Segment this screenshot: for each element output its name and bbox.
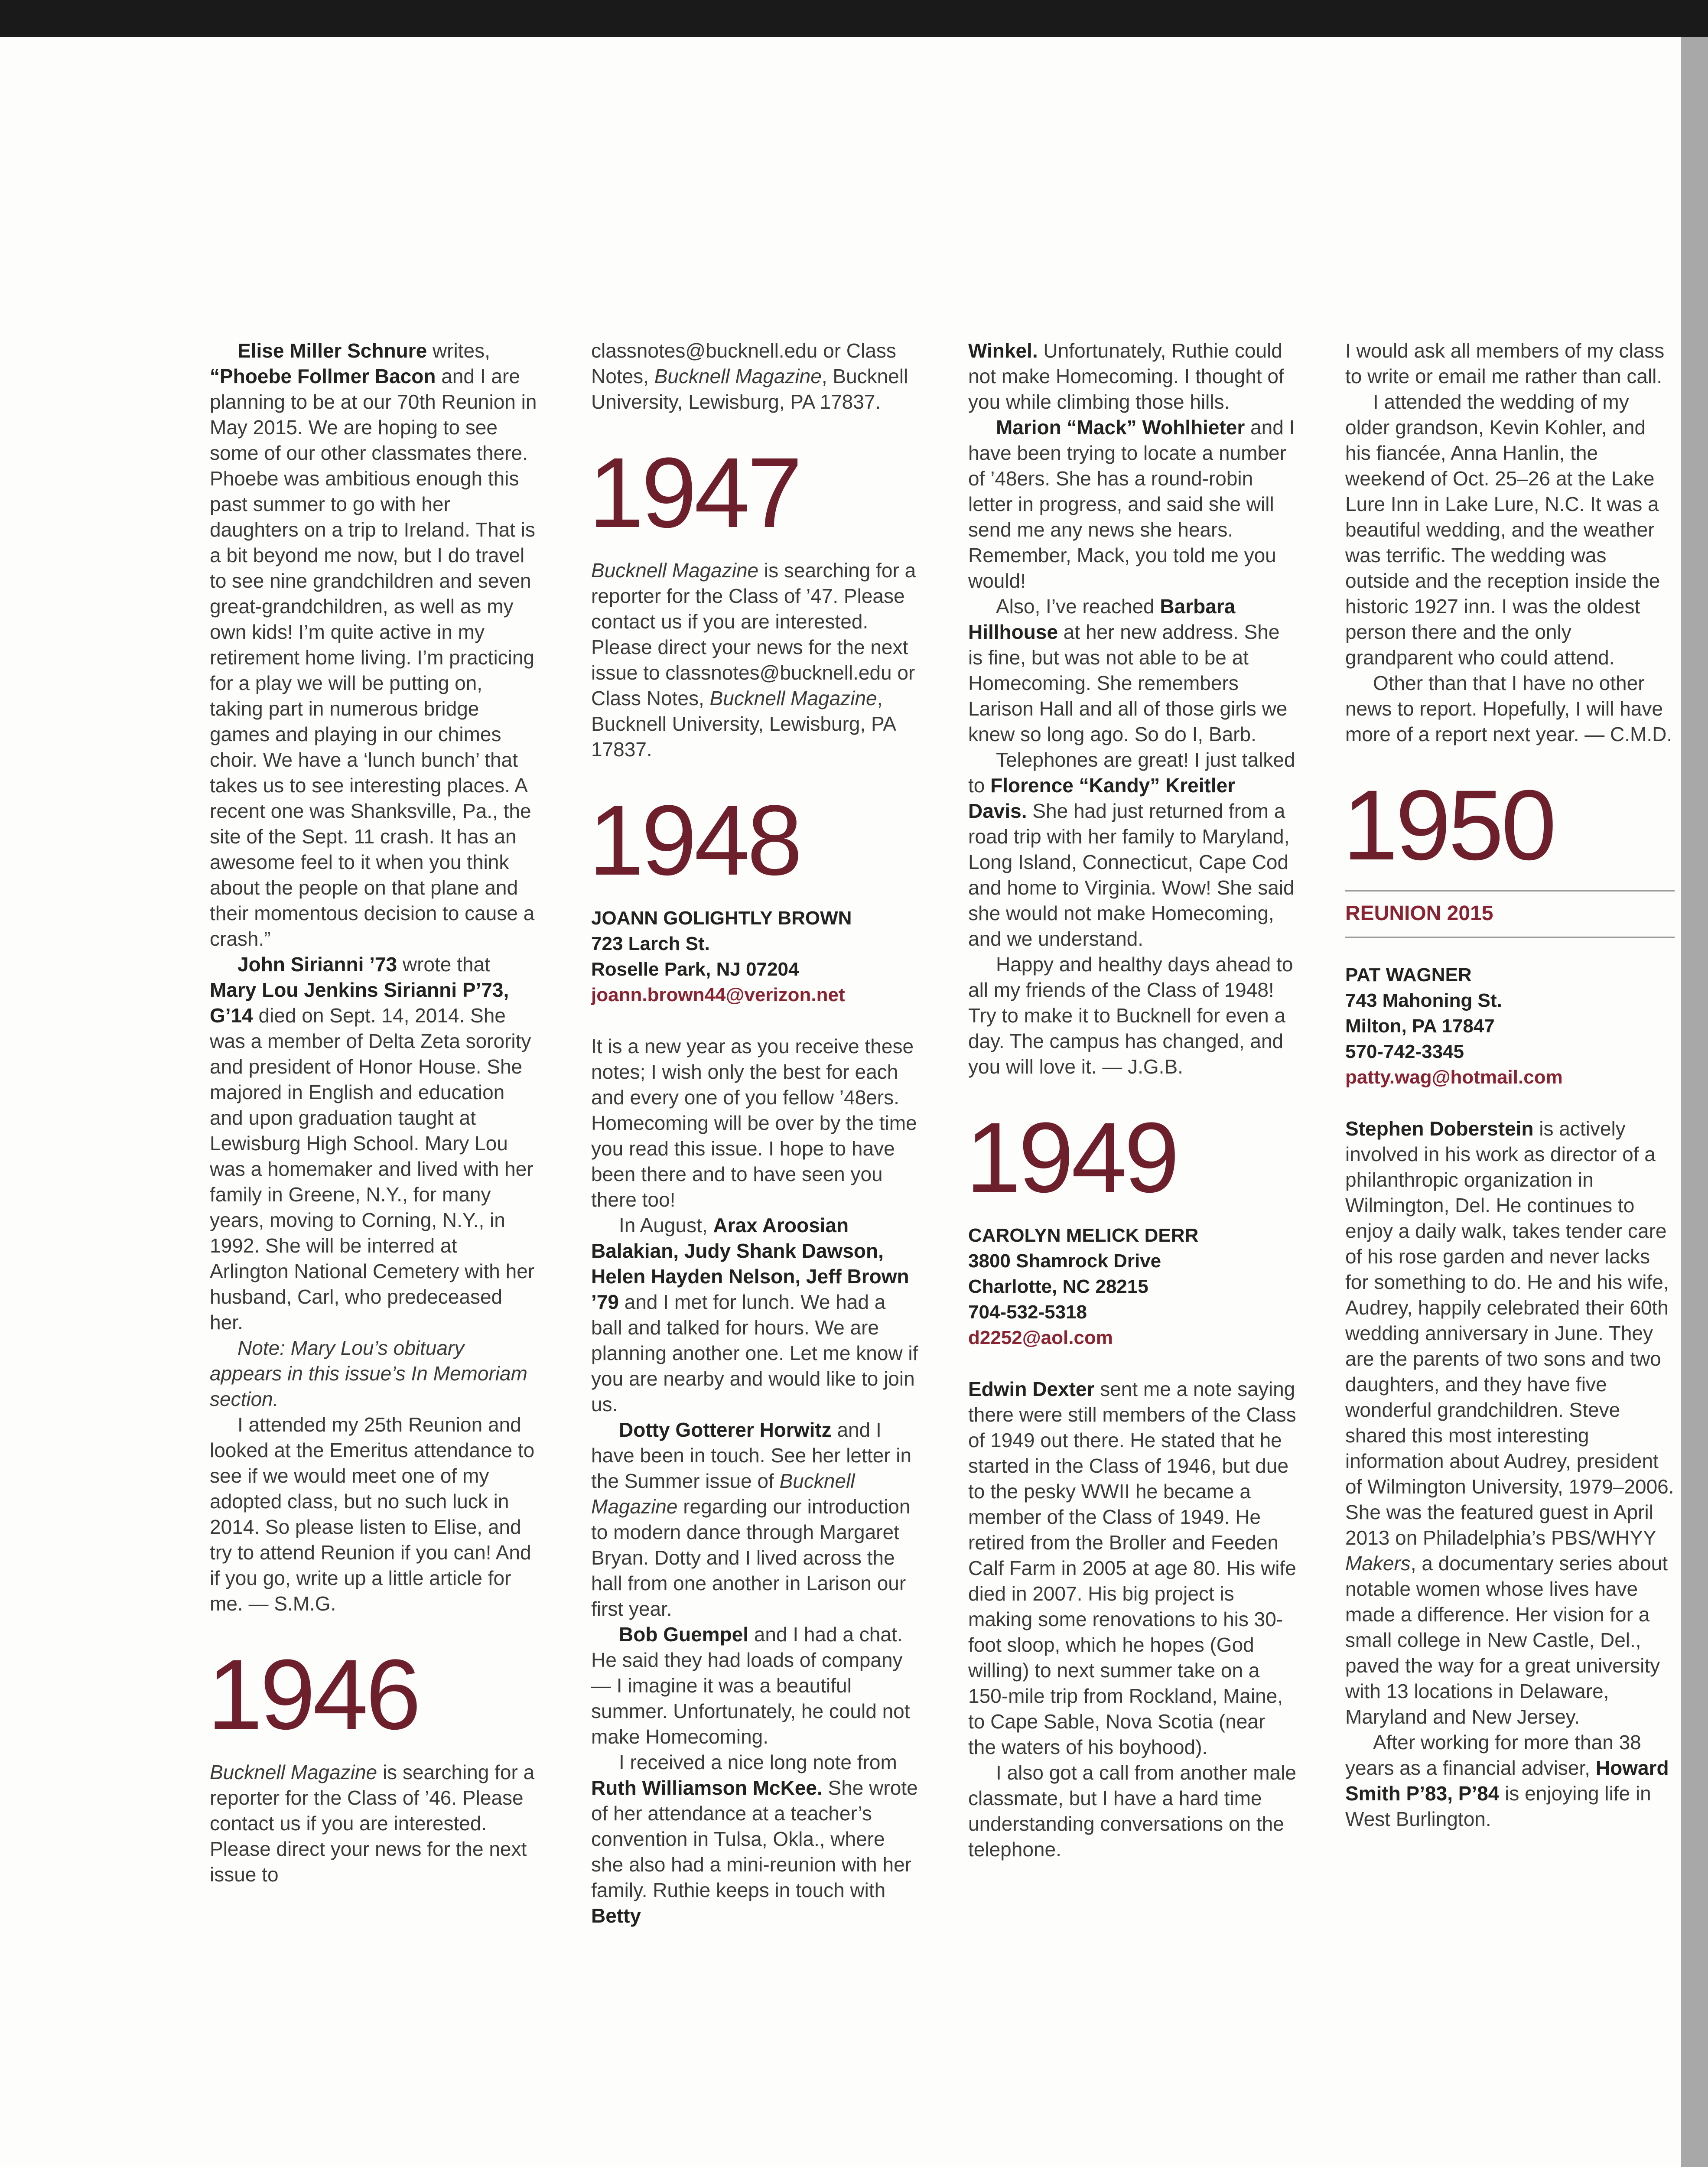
reporter-name: PAT WAGNER — [1345, 964, 1472, 986]
name-phoebe-bacon: “Phoebe Follmer Bacon — [210, 365, 436, 387]
note-smith — [1345, 1730, 1675, 1832]
note-doberstein — [1345, 1116, 1675, 1730]
class-year-heading: 1949 — [966, 1102, 1177, 1213]
name-edwin-dexter: Edwin Dexter — [968, 1378, 1095, 1400]
text: regarding our introduction to modern dance through Margaret Bryan. Dotty and I lived across the hall from one another in Larison our first year. — [591, 1495, 911, 1620]
magazine-title: Bucknell Magazine — [709, 687, 877, 709]
reporter-street: 3800 Shamrock Drive — [968, 1250, 1161, 1272]
column-1 — [207, 338, 539, 1887]
note-reunion: I attended my 25th Reunion and looked at the Emeritus attendance to see if we would meet one of my adopted class, but no such luck in 2014. So please listen to Elise, and try to attend Reunion if you can! And if you go, write up a little article for me. — S.M.G. — [210, 1413, 535, 1615]
class-year-heading: 1948 — [589, 784, 800, 896]
text: is searching for a reporter for the Class of ’46. Please contact us if you are interested. Please direct your news for the next issue to — [210, 1761, 535, 1886]
reunion-banner: REUNION 2015 — [1345, 890, 1675, 938]
note-1948-closing: Happy and healthy days ahead to all my friends of the Class of 1948! Try to make it to Bucknell for even a day. The campus has changed, and you will love it. — J.G.B. — [968, 953, 1293, 1078]
reporter-email-link[interactable]: patty.wag@hotmail.com — [1345, 1067, 1563, 1088]
magazine-title: Bucknell Magazine — [210, 1761, 377, 1783]
reporter-name: CAROLYN MELICK DERR — [968, 1225, 1199, 1246]
name-winkel: Winkel. — [968, 339, 1038, 362]
text: and I are planning to be at our 70th Reunion in May 2015. We are hoping to see some of our other classmates there. Phoebe was ambitious enough this past summer to go with her daughters on a trip to Ireland. That is a bit beyond me now, but I do travel to see nine grandchildren and seven great-grandchildren, as well as my own kids! I’m quite active in my retirement home living. I’m practicing for a play we will be putting on, taking part in numerous bridge games and playing in our chimes choir. We have a ‘lunch bunch’ that takes us to see interesting places. A recent one was Shanksville, Pa., the site of the Sept. 11 crash. It has an awesome feel to it when you think about the people on that plane and their momentous decision to cause a crash.” — [210, 365, 537, 950]
text: After working for more than 38 years as a financial adviser, — [1345, 1731, 1641, 1779]
note-davis — [968, 747, 1298, 952]
name-ruth-mckee: Ruth Williamson McKee. — [591, 1777, 823, 1799]
reporter-address — [968, 1223, 1298, 1350]
note-schnure — [210, 338, 539, 952]
obituary-note: Note: Mary Lou’s obituary appears in this issue’s In Memoriam section. — [210, 1337, 527, 1410]
text: is enjoying life in West Burlington. — [1345, 1782, 1651, 1830]
page-edge — [1681, 37, 1708, 2167]
note-telephone: I also got a call from another male classmate, but I have a hard time understanding conversations on the telephone. — [968, 1761, 1296, 1861]
names-lunch-group: Arax Aroosian Balakian, Judy Shank Dawson, Helen Hayden Nelson, Jeff Brown ’79 — [591, 1214, 909, 1313]
magazine-title: Bucknell Magazine — [591, 1470, 855, 1518]
note-1946-cont — [591, 338, 921, 415]
note-1946 — [210, 1760, 539, 1887]
text: at her new address. She is fine, but was not able to be at Homecoming. She remembers Larison Hall and all of those girls we knew so long ago. So do I, Barb. — [968, 621, 1288, 745]
reporter-name: JOANN GOLIGHTLY BROWN — [591, 908, 852, 929]
note-winkel — [968, 338, 1298, 415]
text: wrote that — [397, 953, 490, 976]
reporter-address — [591, 905, 921, 1008]
text: classnotes@bucknell.edu or Class Notes, — [591, 339, 896, 387]
magazine-title: Bucknell Magazine — [654, 365, 822, 387]
text: I received a nice long note from — [619, 1751, 897, 1773]
class-year-heading: 1946 — [207, 1639, 419, 1750]
text: , Bucknell University, Lewisburg, PA 17837. — [591, 687, 895, 761]
note-horwitz — [591, 1417, 921, 1622]
note-lunch — [591, 1213, 921, 1417]
note-1947 — [591, 558, 921, 762]
name-barbara-hillhouse: Barbara Hillhouse — [968, 595, 1236, 643]
reporter-city: Charlotte, NC 28215 — [968, 1276, 1148, 1297]
reporter-city: Milton, PA 17847 — [1345, 1015, 1495, 1037]
note-sirianni — [210, 952, 539, 1335]
text: writes, — [427, 339, 490, 362]
reporter-city: Roselle Park, NJ 07204 — [591, 959, 799, 980]
note-wedding: I attended the wedding of my older grandson, Kevin Kohler, and his fiancée, Anna Hanlin, the weekend of Oct. 25–26 at the Lake Lure Inn in Lake Lure, N.C. It was a beautiful wedding, and the weather was terrific. The wedding was outside and the reception inside the historic 1927 inn. I was the oldest person there and the only grandparent who could attend. — [1345, 390, 1660, 669]
text: In August, — [619, 1214, 713, 1236]
text: She wrote of her attendance at a teacher’s convention in Tulsa, Okla., where she also had a mini-reunion with her family. Ruthie keeps in touch with — [591, 1777, 918, 1901]
column-4 — [1345, 338, 1675, 1832]
column-3 — [968, 338, 1298, 1862]
note-mckee — [591, 1750, 921, 1929]
text: , a documentary series about notable women whose lives have made a difference. Her vision for a small college in New Castle, Del., paved the way for a great university with 13 locations in Delaware, Maryland and New Jersey. — [1345, 1552, 1668, 1728]
reporter-email-link[interactable]: joann.brown44@verizon.net — [591, 984, 845, 1005]
text: Unfortunately, Ruthie could not make Homecoming. I thought of you while climbing those hills. — [968, 339, 1284, 413]
name-betty: Betty — [591, 1904, 641, 1927]
name-dotty-horwitz: Dotty Gotterer Horwitz — [619, 1419, 832, 1441]
note-1949-closing: Other than that I have no other news to report. Hopefully, I will have more of a report next year. — C.M.D. — [1345, 672, 1672, 745]
reporter-street: 723 Larch St. — [591, 933, 710, 954]
note-guempel — [591, 1622, 921, 1750]
text: and I had a chat. He said they had loads of company — I imagine it was a beautiful summer. Unfortunately, he could not make Homecoming. — [591, 1623, 910, 1748]
name-elise-schnure: Elise Miller Schnure — [237, 339, 427, 362]
text: and I have been trying to locate a number of ’48ers. She has a round-robin letter in progress, and said she will send me any news she hears. Remember, Mack, you told me you would! — [968, 416, 1295, 592]
name-mary-lou-sirianni: Mary Lou Jenkins Sirianni P’73, G’14 — [210, 979, 509, 1027]
column-2 — [591, 338, 921, 1929]
magazine-title: Bucknell Magazine — [591, 559, 759, 582]
text: and I have been in touch. See her letter in the Summer issue of — [591, 1419, 912, 1492]
name-howard-smith: Howard Smith P’83, P’84 — [1345, 1757, 1669, 1805]
note-email-request: I would ask all members of my class to write or email me rather than call. — [1345, 339, 1665, 387]
name-mack-wohlhieter: Marion “Mack” Wohlhieter — [996, 416, 1245, 439]
name-bob-guempel: Bob Guempel — [619, 1623, 749, 1646]
reporter-street: 743 Mahoning St. — [1345, 990, 1502, 1011]
name-john-sirianni: John Sirianni ’73 — [237, 953, 397, 976]
text: Telephones are great! I just talked to — [968, 748, 1295, 797]
series-title: Makers — [1345, 1552, 1411, 1575]
text: She had just returned from a road trip with her family to Maryland, Long Island, Connecticut, Cape Cod and home to Virginia. Wow! She said she would not make Homecoming, and we understand. — [968, 800, 1295, 950]
reporter-address — [1345, 962, 1675, 1090]
name-stephen-doberstein: Stephen Doberstein — [1345, 1117, 1534, 1140]
text: is actively involved in his work as director of a philanthropic organization in Wilmington, Del. He continues to enjoy a daily walk, takes tender care of his rose garden and never lacks for something to do. He and his wife, Audrey, happily celebrated their 60th wedding anniversary in June. They are the parents of two sons and two daughters, and they have five wonderful grandchildren. Steve shared this most interesting information about Audrey, president of Wilmington University, 1979–2006. She was the featured guest in April 2013 on Philadelphia’s PBS/WHYY — [1345, 1117, 1674, 1549]
text: , Bucknell University, Lewisburg, PA 17837. — [591, 365, 908, 413]
text: sent me a note saying there were still members of the Class of 1949 out there. He stated that he started in the Class of 1946, but due to the pesky WWII he became a member of the Class of 1949. He retired from the Broller and Feeden Calf Farm in 2005 at age 80. His wife died in 2007. His big project is making some renovations to his 30-foot sloop, which he hopes (God willing) to next summer take on a 150-mile trip from Rockland, Maine, to Cape Sable, Nova Scotia (near the waters of his boyhood). — [968, 1378, 1296, 1758]
name-kandy-davis: Florence “Kandy” Kreitler Davis. — [968, 774, 1236, 822]
reporter-email-link[interactable]: d2252@aol.com — [968, 1327, 1113, 1348]
reporter-phone: 704-532-5318 — [968, 1302, 1087, 1323]
note-hillhouse — [968, 594, 1298, 747]
note-wohlhieter — [968, 415, 1298, 594]
note-dexter — [968, 1376, 1298, 1760]
class-year-heading: 1947 — [589, 437, 800, 548]
text: Also, I’ve reached — [996, 595, 1160, 618]
reporter-phone: 570-742-3345 — [1345, 1041, 1464, 1062]
text: is searching for a reporter for the Class of ’47. Please contact us if you are interested. Please direct your news for the next issue to classnotes@bucknell.edu or Class Notes, — [591, 559, 916, 709]
note-1948-intro: It is a new year as you receive these notes; I wish only the best for each and every one of you fellow ’48ers. Homecoming will be over by the time you read this issue. I hope to have been there and to have seen you there too! — [591, 1035, 917, 1211]
class-year-heading: 1950 — [1343, 769, 1554, 881]
text: died on Sept. 14, 2014. She was a member of Delta Zeta sorority and president of Honor House. She majored in English and education and upon graduation taught at Lewisburg High School. Mary Lou was a homemaker and lived with her family in Greene, N.Y., for many years, moving to Corning, N.Y., in 1992. She will be interred at Arlington National Cemetery with her husband, Carl, who predeceased her. — [210, 1004, 535, 1334]
text: and I met for lunch. We had a ball and talked for hours. We are planning another one. Let me know if you are nearby and would like to join us. — [591, 1291, 918, 1415]
